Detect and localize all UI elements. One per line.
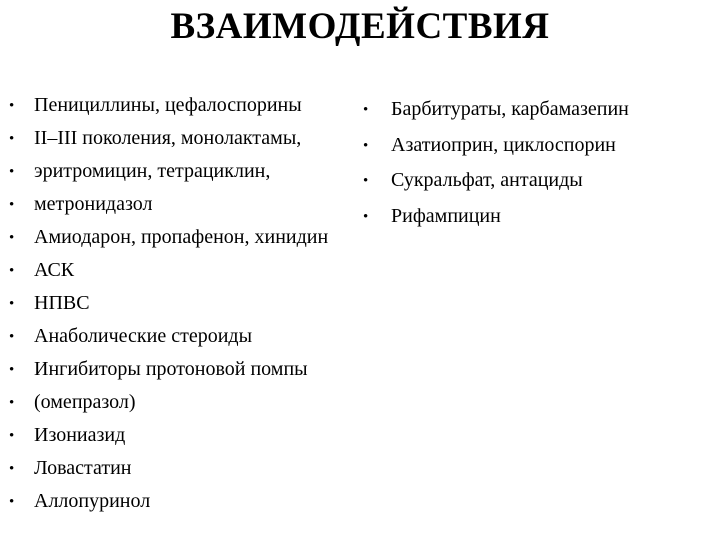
list-item-text: Ингибиторы протоновой помпы <box>34 358 308 380</box>
bullet-icon: • <box>9 494 15 510</box>
list-item-text: АСК <box>34 259 75 281</box>
list-item <box>9 485 328 518</box>
list-item-text: II–III поколения, монолактамы, <box>34 127 302 149</box>
list-item <box>363 128 629 164</box>
bullet-icon: • <box>9 197 15 213</box>
list-item-text: Рифампицин <box>391 204 501 227</box>
list-item <box>9 122 328 155</box>
list-item-text: эритромицин, тетрациклин, <box>34 160 271 182</box>
list-item <box>9 188 328 221</box>
bullet-icon: • <box>9 296 15 312</box>
bullet-icon: • <box>9 164 15 180</box>
bullet-icon: • <box>363 208 369 225</box>
list-item-text: НПВС <box>34 292 90 314</box>
list-item-text: метронидазол <box>34 193 153 215</box>
bullet-icon: • <box>363 173 369 189</box>
list-item-text: Барбитураты, карбамазепин <box>391 98 629 120</box>
slide-title: ВЗАИМОДЕЙСТВИЯ <box>170 6 550 47</box>
bullet-icon: • <box>9 230 15 246</box>
bullet-icon: • <box>9 461 15 477</box>
bullet-icon: • <box>9 329 15 345</box>
list-item-text: Азатиоприн, циклоспорин <box>391 133 616 156</box>
list-item-text: Амиодарон, пропафенон, хинидин <box>34 226 329 248</box>
bullet-icon: • <box>363 137 369 154</box>
right-drug-list <box>363 92 629 234</box>
list-item <box>9 452 328 485</box>
list-item-text: (омепразол) <box>34 391 136 413</box>
list-item <box>363 199 629 235</box>
list-item-text: Пенициллины, цефалоспорины <box>34 94 302 116</box>
bullet-icon: • <box>9 98 15 114</box>
bullet-icon: • <box>9 362 15 378</box>
list-item <box>9 353 328 386</box>
list-item <box>9 419 328 452</box>
list-item <box>9 320 328 353</box>
bullet-icon: • <box>363 102 369 118</box>
list-item-text: Ловастатин <box>34 457 132 479</box>
list-item <box>363 163 629 199</box>
list-item-text: Сукральфат, антациды <box>391 169 583 191</box>
list-item <box>9 221 329 254</box>
list-item <box>9 155 328 188</box>
list-item <box>363 92 629 128</box>
list-item <box>9 386 328 419</box>
bullet-icon: • <box>9 263 15 279</box>
list-item <box>9 287 328 320</box>
list-item <box>9 89 328 122</box>
bullet-icon: • <box>9 131 15 147</box>
list-item <box>9 254 328 287</box>
bullet-icon: • <box>9 428 15 444</box>
list-item-text: Аллопуринол <box>34 490 151 512</box>
bullet-icon: • <box>9 395 15 411</box>
list-item-text: Анаболические стероиды <box>34 325 253 347</box>
left-drug-list <box>9 89 329 518</box>
list-item-text: Изониазид <box>34 424 126 446</box>
